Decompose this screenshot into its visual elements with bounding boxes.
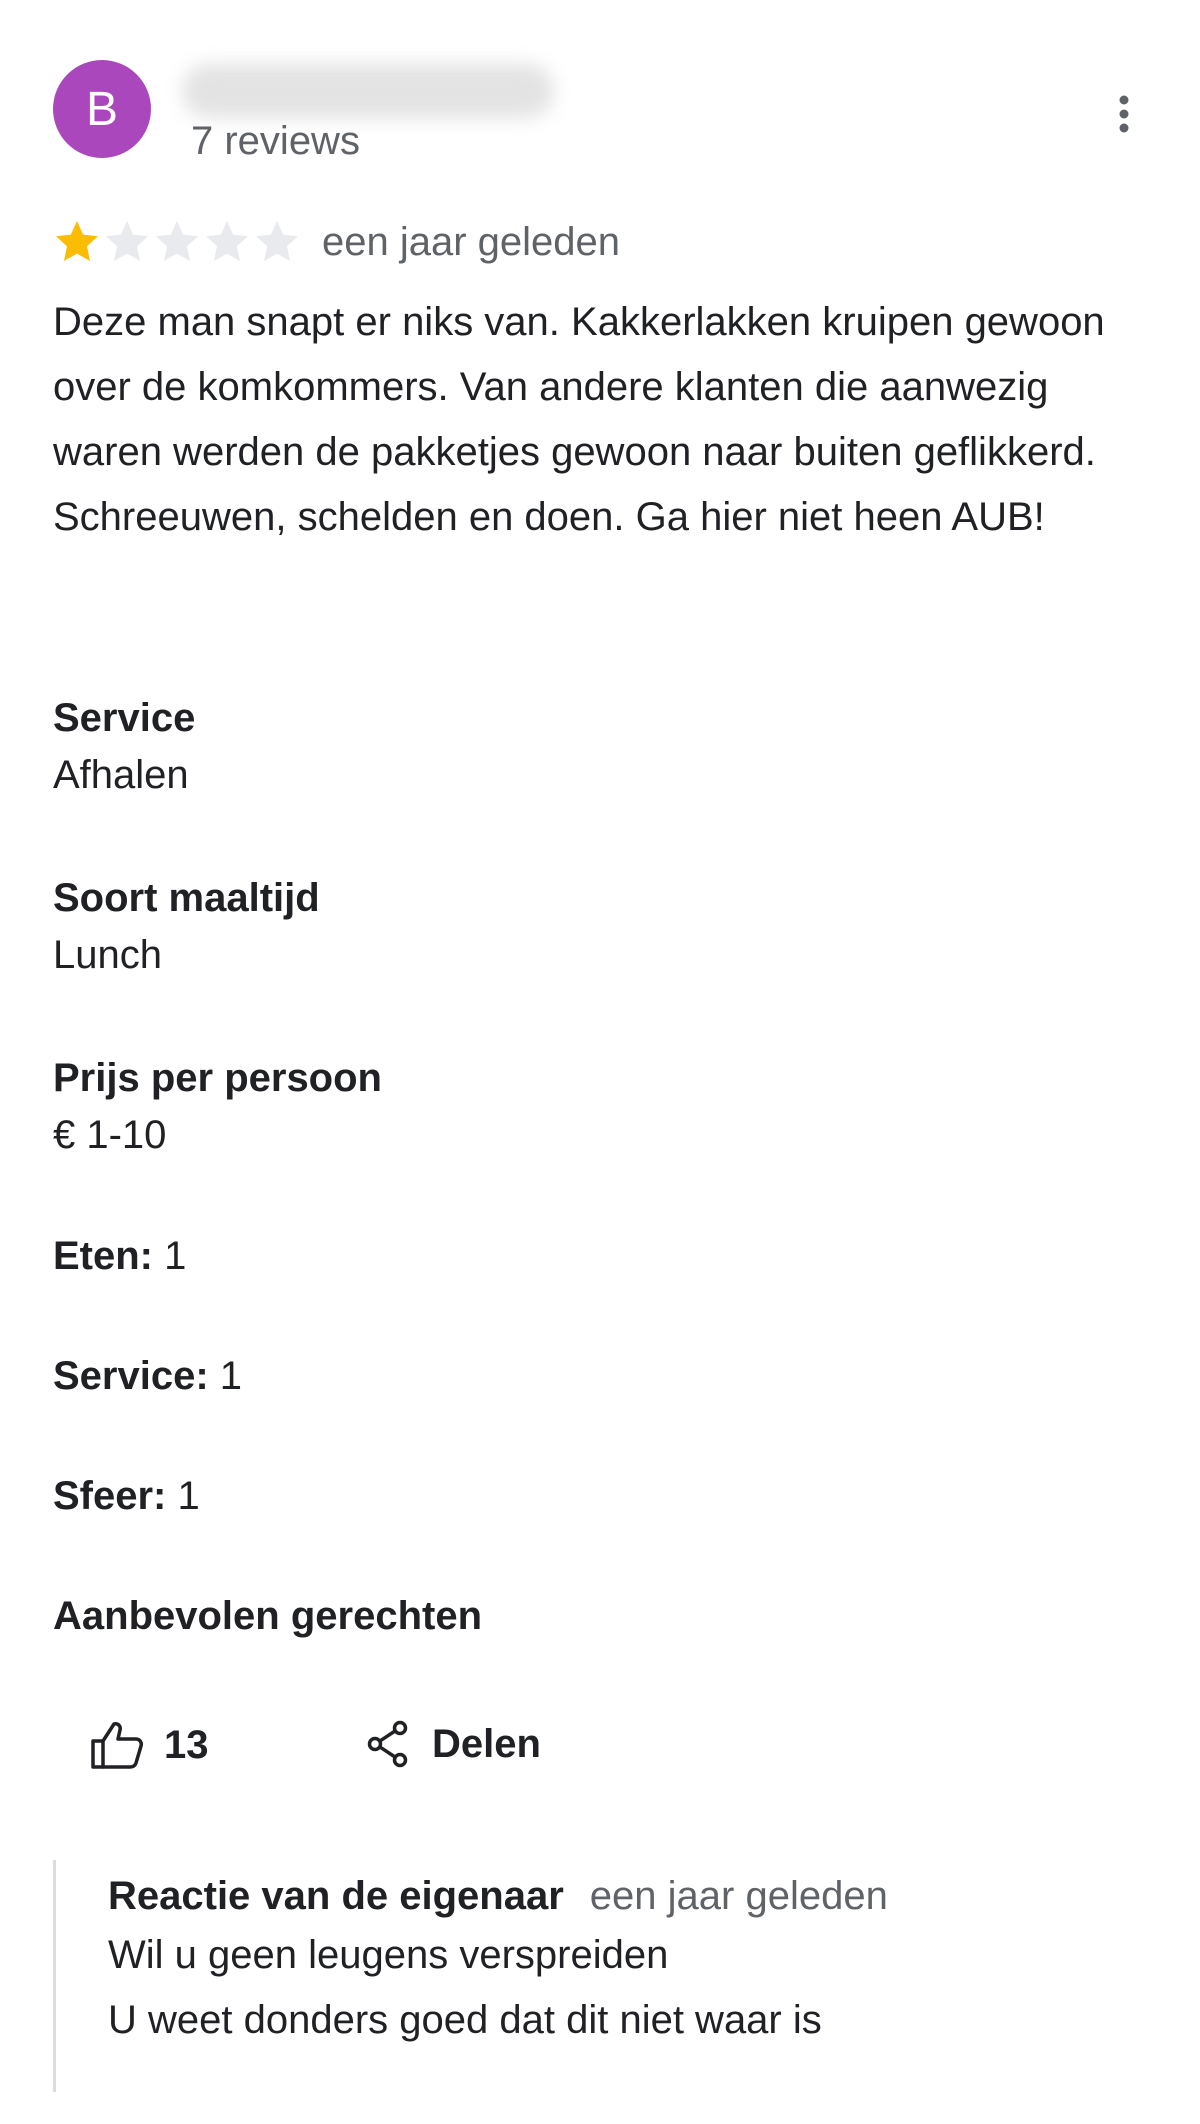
star-empty-icon (203, 218, 251, 266)
meal-type-value: Lunch (53, 933, 162, 977)
share-label: Delen (432, 1721, 541, 1766)
star-empty-icon (153, 218, 201, 266)
like-count: 13 (164, 1722, 209, 1767)
service-rating (53, 1348, 242, 1404)
review-count[interactable]: 7 reviews (191, 119, 360, 163)
service-label: Service (53, 696, 196, 740)
food-rating-value: 1 (164, 1234, 187, 1278)
atmosphere-rating (53, 1468, 200, 1524)
star-rating (53, 218, 301, 266)
service-rating-label: Service: (53, 1354, 209, 1398)
owner-response-line: U weet donders goed dat dit niet waar is (108, 1998, 822, 2042)
recommended-dishes-label: Aanbevolen gerechten (53, 1594, 483, 1638)
owner-response-time: een jaar geleden (589, 1874, 888, 1918)
atmosphere-rating-label: Sfeer: (53, 1474, 167, 1518)
reviewer-name-redacted[interactable] (182, 64, 554, 118)
price-label: Prijs per persoon (53, 1056, 382, 1100)
share-button[interactable] (366, 1720, 541, 1768)
avatar-letter: B (85, 82, 118, 136)
more-options-button[interactable] (1100, 90, 1148, 138)
star-empty-icon (253, 218, 301, 266)
price-value: € 1-10 (53, 1113, 167, 1157)
thumb-up-icon (90, 1720, 144, 1770)
review-text: Deze man snapt er niks van. Kakkerlakken kruipen gewoon over de komkommers. Van andere klanten die aanwezig waren werden de pakketjes gewoon naar buiten geflikkerd. Schreeuwen, schelden en doen. Ga hier niet heen AUB! (53, 300, 1105, 539)
star-filled-icon (53, 218, 101, 266)
atmosphere-rating-value: 1 (177, 1474, 200, 1518)
food-rating (53, 1228, 186, 1284)
food-rating-label: Eten: (53, 1234, 153, 1278)
more-vert-icon (1118, 94, 1130, 134)
meal-type-label: Soort maaltijd (53, 876, 320, 920)
like-button[interactable] (90, 1720, 209, 1770)
service-value: Afhalen (53, 753, 189, 797)
share-icon (366, 1720, 410, 1768)
review-time: een jaar geleden (322, 220, 621, 264)
owner-response-line: Wil u geen leugens verspreiden (108, 1933, 669, 1977)
avatar[interactable] (53, 60, 151, 158)
service-rating-value: 1 (219, 1354, 243, 1398)
owner-response-header (108, 1868, 888, 1924)
owner-response (53, 1860, 1146, 2092)
owner-response-title: Reactie van de eigenaar (108, 1874, 564, 1918)
star-empty-icon (103, 218, 151, 266)
